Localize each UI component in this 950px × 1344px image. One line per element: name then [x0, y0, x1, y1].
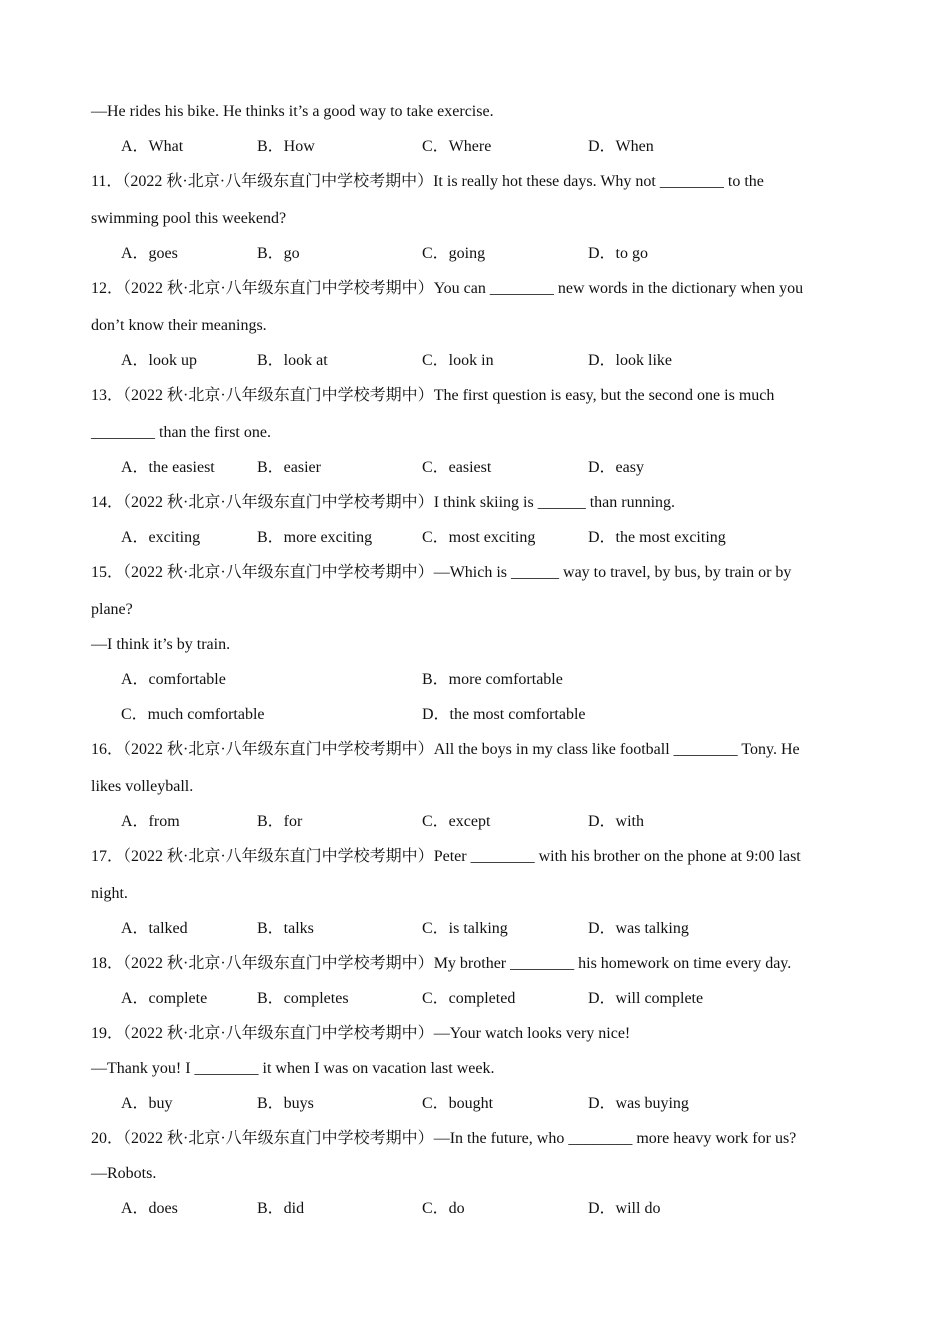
question-number: 19． — [91, 1025, 124, 1042]
option-d[interactable]: D．was talking — [588, 920, 689, 937]
option-c[interactable]: C．most exciting — [422, 529, 536, 546]
option-b[interactable]: B．more comfortable — [422, 671, 563, 688]
question-source: （2022 秋·北京·八年级东直门中学校考期中） — [123, 848, 434, 865]
option-d[interactable]: D．When — [588, 138, 654, 155]
option-a[interactable]: A．What — [121, 138, 184, 155]
option-c[interactable]: C．is talking — [422, 920, 508, 937]
question-16-continuation: likes volleyball. — [91, 778, 194, 795]
option-c[interactable]: C．easiest — [422, 459, 492, 476]
question-text: I think skiing is ______ than running. — [433, 494, 676, 511]
option-b[interactable]: B．easier — [257, 459, 321, 476]
question-source: （2022 秋·北京·八年级东直门中学校考期中） — [123, 494, 434, 511]
question-text: It is really hot these days. Why not ________ to the — [433, 173, 764, 190]
option-a[interactable]: A．exciting — [121, 529, 201, 546]
question-text: —Your watch looks very nice! — [433, 1025, 631, 1042]
question-19-dialogue-reply: —Thank you! I ________ it when I was on vacation last week. — [91, 1060, 495, 1077]
question-text: My brother ________ his homework on time every day. — [433, 955, 792, 972]
option-a[interactable]: A．look up — [121, 352, 198, 369]
question-number: 11． — [91, 173, 123, 190]
question-number: 12． — [91, 280, 124, 297]
question-source: （2022 秋·北京·八年级东直门中学校考期中） — [123, 1025, 434, 1042]
question-number: 16． — [91, 741, 124, 758]
option-d[interactable]: D．to go — [588, 245, 649, 262]
option-b[interactable]: B．How — [257, 138, 315, 155]
question-text: —In the future, who ________ more heavy work for us? — [433, 1130, 797, 1147]
question-source: （2022 秋·北京·八年级东直门中学校考期中） — [122, 173, 434, 190]
question-text: You can ________ new words in the dictionary when you — [433, 280, 804, 297]
question-12-stem — [91, 277, 850, 301]
question-12-continuation: don’t know their meanings. — [91, 317, 267, 334]
question-11-stem — [91, 170, 850, 194]
question-text: All the boys in my class like football ________ Tony. He — [433, 741, 800, 758]
question-15-continuation: plane? — [91, 601, 133, 618]
option-a[interactable]: A．complete — [121, 990, 208, 1007]
option-d[interactable]: D．easy — [588, 459, 644, 476]
option-a[interactable]: A．does — [121, 1200, 178, 1217]
option-c[interactable]: C．except — [422, 813, 491, 830]
question-source: （2022 秋·北京·八年级东直门中学校考期中） — [123, 741, 434, 758]
option-a[interactable]: A．from — [121, 813, 180, 830]
question-14-stem — [91, 491, 850, 515]
question-18-stem — [91, 952, 850, 976]
option-a[interactable]: A．goes — [121, 245, 178, 262]
question-source: （2022 秋·北京·八年级东直门中学校考期中） — [123, 564, 434, 581]
option-d[interactable]: D．with — [588, 813, 645, 830]
option-d[interactable]: D．the most comfortable — [422, 706, 586, 723]
question-20-dialogue-reply: —Robots. — [91, 1165, 157, 1182]
option-a[interactable]: A．comfortable — [121, 671, 226, 688]
question-10-answer-line: —He rides his bike. He thinks it’s a good way to take exercise. — [91, 103, 494, 120]
option-b[interactable]: B．did — [257, 1200, 305, 1217]
option-b[interactable]: B．talks — [257, 920, 314, 937]
option-a[interactable]: A．buy — [121, 1095, 173, 1112]
option-d[interactable]: D．will do — [588, 1200, 661, 1217]
question-number: 17． — [91, 848, 124, 865]
question-text: —Which is ______ way to travel, by bus, by train or by — [433, 564, 792, 581]
option-a[interactable]: A．the easiest — [121, 459, 215, 476]
question-source: （2022 秋·北京·八年级东直门中学校考期中） — [123, 955, 434, 972]
option-a[interactable]: A．talked — [121, 920, 188, 937]
option-c[interactable]: C．look in — [422, 352, 494, 369]
question-number: 18． — [91, 955, 124, 972]
option-b[interactable]: B．buys — [257, 1095, 314, 1112]
question-number: 15． — [91, 564, 124, 581]
question-13-stem — [91, 384, 850, 408]
question-13-continuation: ________ than the first one. — [91, 424, 271, 441]
question-11-continuation: swimming pool this weekend? — [91, 210, 287, 227]
question-source: （2022 秋·北京·八年级东直门中学校考期中） — [123, 280, 434, 297]
question-source: （2022 秋·北京·八年级东直门中学校考期中） — [123, 1130, 434, 1147]
option-d[interactable]: D．will complete — [588, 990, 704, 1007]
option-b[interactable]: B．go — [257, 245, 300, 262]
question-19-stem — [91, 1022, 850, 1046]
question-17-stem — [91, 845, 850, 869]
question-16-stem — [91, 738, 850, 762]
question-number: 13． — [91, 387, 124, 404]
option-d[interactable]: D．the most exciting — [588, 529, 726, 546]
option-c[interactable]: C．bought — [422, 1095, 494, 1112]
option-b[interactable]: B．look at — [257, 352, 328, 369]
question-number: 20． — [91, 1130, 124, 1147]
question-text: Peter ________ with his brother on the phone at 9:00 last — [433, 848, 801, 865]
question-15-dialogue-reply: —I think it’s by train. — [91, 636, 231, 653]
option-b[interactable]: B．for — [257, 813, 303, 830]
option-c[interactable]: C．much comfortable — [121, 706, 265, 723]
option-d[interactable]: D．was buying — [588, 1095, 689, 1112]
question-text: The first question is easy, but the second one is much — [433, 387, 775, 404]
option-c[interactable]: C．going — [422, 245, 486, 262]
question-source: （2022 秋·北京·八年级东直门中学校考期中） — [123, 387, 434, 404]
question-17-continuation: night. — [91, 885, 128, 902]
question-15-stem — [91, 561, 850, 585]
option-d[interactable]: D．look like — [588, 352, 672, 369]
option-c[interactable]: C．Where — [422, 138, 492, 155]
option-b[interactable]: B．completes — [257, 990, 349, 1007]
question-20-stem — [91, 1127, 850, 1151]
option-c[interactable]: C．completed — [422, 990, 516, 1007]
question-number: 14． — [91, 494, 124, 511]
option-b[interactable]: B．more exciting — [257, 529, 373, 546]
option-c[interactable]: C．do — [422, 1200, 465, 1217]
